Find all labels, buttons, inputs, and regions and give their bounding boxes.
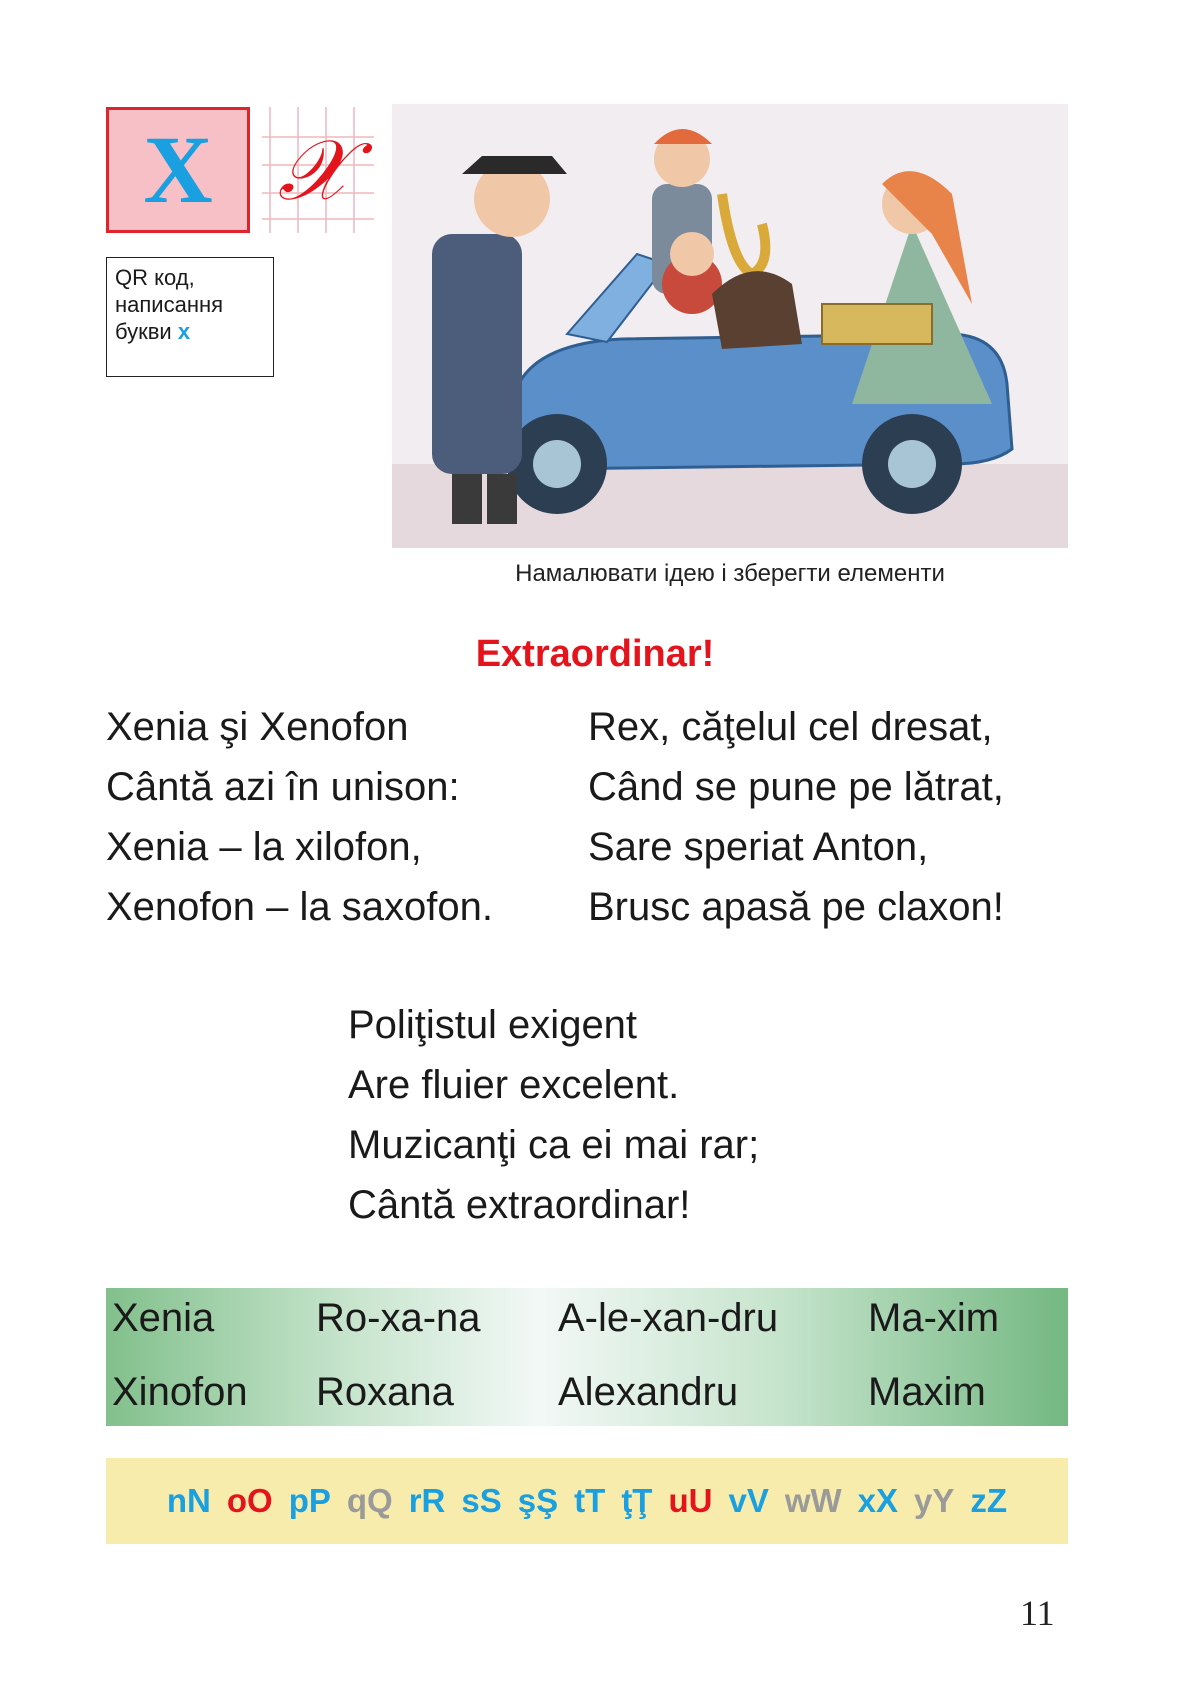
alphabet-letter-pair: xX — [857, 1482, 899, 1519]
alphabet-letter-pair: nN — [166, 1482, 211, 1519]
letter-tile — [106, 107, 250, 233]
poem-line: Brusc apasă pe claxon! — [588, 885, 1004, 929]
alphabet-letter-pair: pP — [288, 1482, 331, 1519]
syllable-cell: Xenia — [112, 1296, 215, 1340]
stanza-1 — [106, 697, 493, 937]
illustration — [392, 104, 1068, 548]
poem-line: Are fluier excelent. — [348, 1063, 680, 1107]
qr-note-box — [106, 257, 274, 377]
poem-line: Rex, căţelul cel dresat, — [588, 705, 993, 749]
poem-line: Cântă extraordinar! — [348, 1183, 691, 1227]
syllable-table — [106, 1288, 1068, 1426]
alphabet-letter-pair: wW — [784, 1482, 842, 1519]
syllable-cell: A-le-xan-dru — [558, 1296, 779, 1340]
cursive-letter: 𝒳 — [277, 121, 351, 219]
alphabet-letter-pair: ţŢ — [621, 1482, 653, 1519]
qr-note-line1: QR код, — [115, 265, 195, 290]
word-cell: Maxim — [868, 1370, 986, 1414]
illustration-caption: Намалювати ідею і зберегти елементи — [515, 560, 945, 587]
alphabet-letter-pair: tT — [574, 1482, 606, 1519]
alphabet-letter-pair: zZ — [970, 1482, 1008, 1519]
word-cell: Xinofon — [112, 1370, 248, 1414]
alphabet-letter-pair: vV — [728, 1482, 769, 1519]
alphabet-letter-pair: uU — [668, 1482, 713, 1519]
syllable-cell: Ro-xa-na — [316, 1296, 481, 1340]
alphabet-letter-pair: rR — [408, 1482, 446, 1519]
poem-line: Poliţistul exigent — [348, 1003, 638, 1047]
qr-note-letter: x — [177, 319, 191, 344]
alphabet-letter-pair: yY — [914, 1482, 955, 1519]
poem-line: Când se pune pe lătrat, — [588, 765, 1004, 809]
alphabet-letter-pair: şŞ — [517, 1482, 559, 1519]
alphabet-letter-pair: qQ — [346, 1482, 393, 1519]
poem-line: Muzicanţi ca ei mai rar; — [348, 1123, 760, 1167]
word-cell: Alexandru — [558, 1370, 739, 1414]
poem-line: Cântă azi în unison: — [106, 765, 460, 809]
page-number: 11 — [1020, 1593, 1055, 1633]
poem-line: Xenia şi Xenofon — [106, 705, 409, 749]
cursive-letter-grid — [262, 107, 374, 233]
alphabet-strip — [106, 1458, 1068, 1544]
poem-title: Extraordinar! — [475, 633, 715, 675]
word-cell: Roxana — [316, 1370, 454, 1414]
poem-line: Sare speriat Anton, — [588, 825, 929, 869]
poem-line: Xenofon – la saxofon. — [106, 885, 493, 929]
alphabet-letter-pair: oO — [226, 1482, 273, 1519]
letter-main: X — [143, 116, 213, 223]
poem-line: Xenia – la xilofon, — [106, 825, 422, 869]
qr-note-line3 — [115, 318, 265, 345]
stanza-2 — [588, 697, 1004, 937]
alphabet-letter-pair: sS — [461, 1482, 502, 1519]
stanza-3 — [348, 995, 759, 1235]
syllable-cell: Ma-xim — [868, 1296, 1000, 1340]
qr-note-line2: написання — [115, 292, 224, 317]
qr-note-prefix: букви — [115, 319, 178, 344]
